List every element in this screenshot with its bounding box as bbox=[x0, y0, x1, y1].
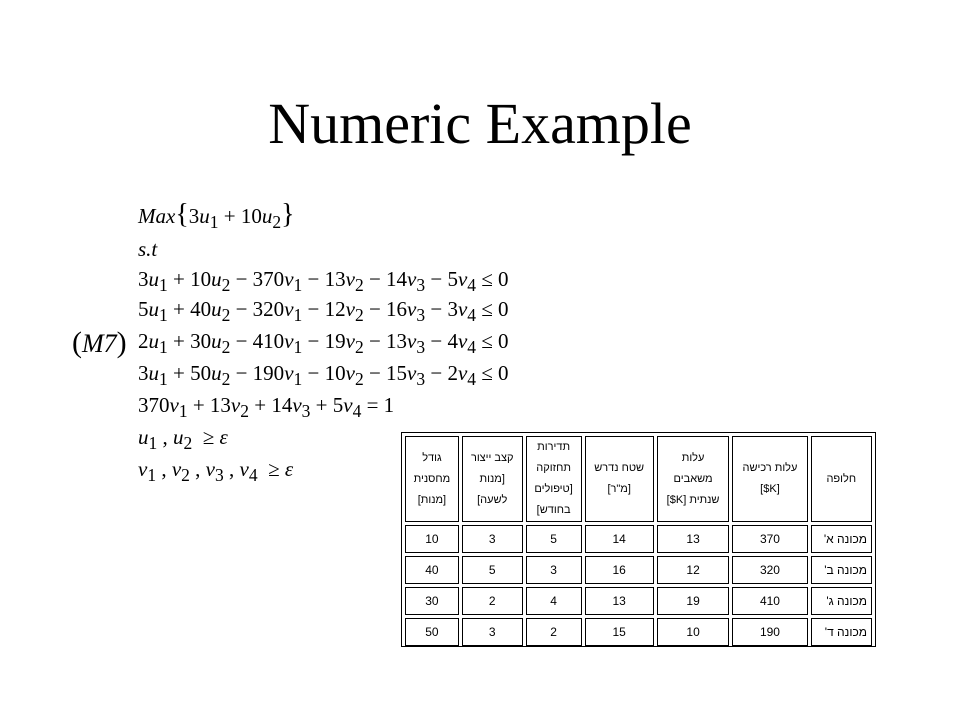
table-cell: 3 bbox=[462, 525, 523, 553]
table-header-row bbox=[405, 436, 872, 522]
alternative-name: מכונה ד' bbox=[811, 618, 872, 646]
header-maintenance-frequency: תדירות תחזוקה [טיפולים בחודש] bbox=[526, 436, 582, 522]
table-row bbox=[405, 587, 872, 615]
table-cell: 3 bbox=[526, 556, 582, 584]
table-cell: 320 bbox=[732, 556, 807, 584]
table-cell: 14 bbox=[585, 525, 654, 553]
table-cell: 370 bbox=[732, 525, 807, 553]
table-cell: 12 bbox=[657, 556, 730, 584]
constraint-2: $5u_1 + 40u_2 - 320v_1 - 12v_2 - 16v_3 - 3v_4 \le 0$ bbox=[138, 297, 509, 326]
header-alternative: חלופה bbox=[811, 436, 872, 522]
header-magazine-size: גודל מחסנית [מנות] bbox=[405, 436, 459, 522]
normalization-constraint: $370v_1 + 13v_2 + 14v_3 + 5v_4 = 1$ bbox=[138, 393, 395, 422]
header-purchase-cost: עלות רכישה [K$] bbox=[732, 436, 807, 522]
table-cell: 16 bbox=[585, 556, 654, 584]
table-row bbox=[405, 618, 872, 646]
table-cell: 5 bbox=[526, 525, 582, 553]
table-cell: 30 bbox=[405, 587, 459, 615]
table-cell: 40 bbox=[405, 556, 459, 584]
alternative-name: מכונה א' bbox=[811, 525, 872, 553]
table-cell: 13 bbox=[585, 587, 654, 615]
constraint-4: $3u_1 + 50u_2 - 190v_1 - 10v_2 - 15v_3 - 2v_4 \le 0$ bbox=[138, 361, 509, 390]
objective-function: $Max\{3u_1 + 10u_2\}$ bbox=[138, 199, 295, 233]
table-cell: 50 bbox=[405, 618, 459, 646]
subject-to-label: s.t bbox=[138, 237, 158, 261]
table-cell: 5 bbox=[462, 556, 523, 584]
table-cell: 190 bbox=[732, 618, 807, 646]
header-required-area: שטח נדרש [מ"ר] bbox=[585, 436, 654, 522]
constraint-1: $3u_1 + 10u_2 - 370v_1 - 13v_2 - 14v_3 - 5v_4 \le 0$ bbox=[138, 267, 509, 296]
table-row bbox=[405, 525, 872, 553]
alternative-name: מכונה ב' bbox=[811, 556, 872, 584]
table-row bbox=[405, 556, 872, 584]
table-cell: 3 bbox=[462, 618, 523, 646]
header-production-rate: קצב ייצור [מנות לשעה] bbox=[462, 436, 523, 522]
table-cell: 410 bbox=[732, 587, 807, 615]
table-cell: 4 bbox=[526, 587, 582, 615]
table-cell: 10 bbox=[657, 618, 730, 646]
slide-title: Numeric Example bbox=[268, 91, 692, 156]
table-cell: 19 bbox=[657, 587, 730, 615]
model-label: (M7) bbox=[72, 326, 127, 359]
table-cell: 2 bbox=[526, 618, 582, 646]
v-bounds: $v_1$ , $v_2$ , $v_3$ , $v_4 \ge \varepsilon$ bbox=[138, 457, 294, 486]
constraint-3: $2u_1 + 30u_2 - 410v_1 - 19v_2 - 13v_3 - 4v_4 \le 0$ bbox=[138, 329, 509, 358]
alternative-name: מכונה ג' bbox=[811, 587, 872, 615]
table-cell: 10 bbox=[405, 525, 459, 553]
header-annual-resource-cost: עלות משאבים שנתית [K$] bbox=[657, 436, 730, 522]
alternatives-table bbox=[401, 432, 876, 647]
u-bounds: $u_1$ , $u_2 \ge \varepsilon$ bbox=[138, 425, 228, 454]
table-cell: 15 bbox=[585, 618, 654, 646]
table-cell: 13 bbox=[657, 525, 730, 553]
table-cell: 2 bbox=[462, 587, 523, 615]
